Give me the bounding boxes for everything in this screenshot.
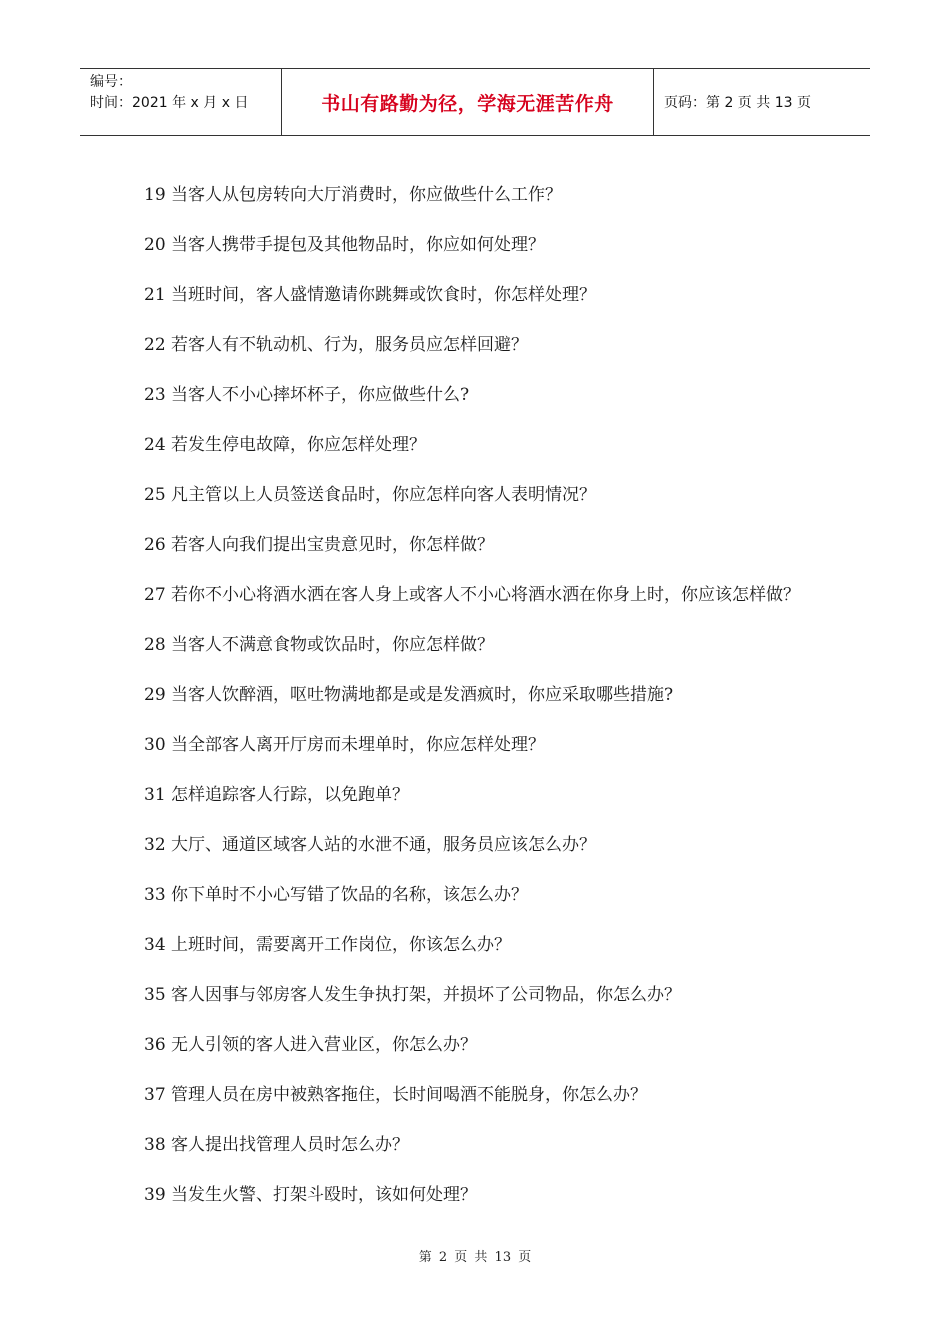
question-item: 19 当客人从包房转向大厅消费时，你应做些什么工作？ (144, 185, 563, 205)
header-motto: 书山有路勤为径，学海无涯苦作舟 (282, 69, 654, 135)
page-header (80, 68, 870, 136)
question-item: 32 大厅、通道区域客人站的水泄不通，服务员应该怎么办？ (144, 835, 597, 855)
question-item: 31 怎样追踪客人行踪，以免跑单？ (144, 785, 410, 805)
question-item: 37 管理人员在房中被熟客拖住，长时间喝酒不能脱身，你怎么办？ (144, 1085, 648, 1105)
question-item: 33 你下单时不小心写错了饮品的名称，该怎么办？ (144, 885, 529, 905)
question-item: 28 当客人不满意食物或饮品时，你应怎样做？ (144, 635, 495, 655)
question-item: 30 当全部客人离开厅房而未埋单时，你应怎样处理？ (144, 735, 546, 755)
question-item: 25 凡主管以上人员签送食品时，你应怎样向客人表明情况？ (144, 485, 597, 505)
question-item: 24 若发生停电故障，你应怎样处理？ (144, 435, 427, 455)
question-item: 39 当发生火警、打架斗殴时，该如何处理？ (144, 1185, 478, 1205)
question-item: 27 若你不小心将酒水洒在客人身上或客人不小心将酒水洒在你身上时，你应该怎样做？ (144, 585, 801, 605)
question-item: 20 当客人携带手提包及其他物品时，你应如何处理？ (144, 235, 546, 255)
document-number-label: 编号： (90, 74, 132, 90)
question-item: 29 当客人饮醉酒，呕吐物满地都是或是发酒疯时，你应采取哪些措施? (144, 685, 674, 705)
page-footer: 第 2 页 共 13 页 (418, 1250, 532, 1265)
header-meta (80, 69, 282, 135)
question-item: 22 若客人有不轨动机、行为，服务员应怎样回避？ (144, 335, 529, 355)
question-list (144, 183, 814, 1233)
question-item: 36 无人引领的客人进入营业区，你怎么办？ (144, 1035, 478, 1055)
header-page-info: 页码：第 2 页 共 13 页 (664, 95, 811, 111)
question-item: 26 若客人向我们提出宝贵意见时，你怎样做？ (144, 535, 495, 555)
question-item: 35 客人因事与邻房客人发生争执打架，并损坏了公司物品，你怎么办？ (144, 985, 682, 1005)
question-item: 38 客人提出找管理人员时怎么办？ (144, 1135, 410, 1155)
question-item: 23 当客人不小心摔坏杯子，你应做些什么? (144, 385, 470, 405)
document-date: 时间：2021 年 x 月 x 日 (90, 95, 249, 111)
question-item: 34 上班时间，需要离开工作岗位，你该怎么办？ (144, 935, 512, 955)
question-item: 21 当班时间，客人盛情邀请你跳舞或饮食时，你怎样处理？ (144, 285, 597, 305)
